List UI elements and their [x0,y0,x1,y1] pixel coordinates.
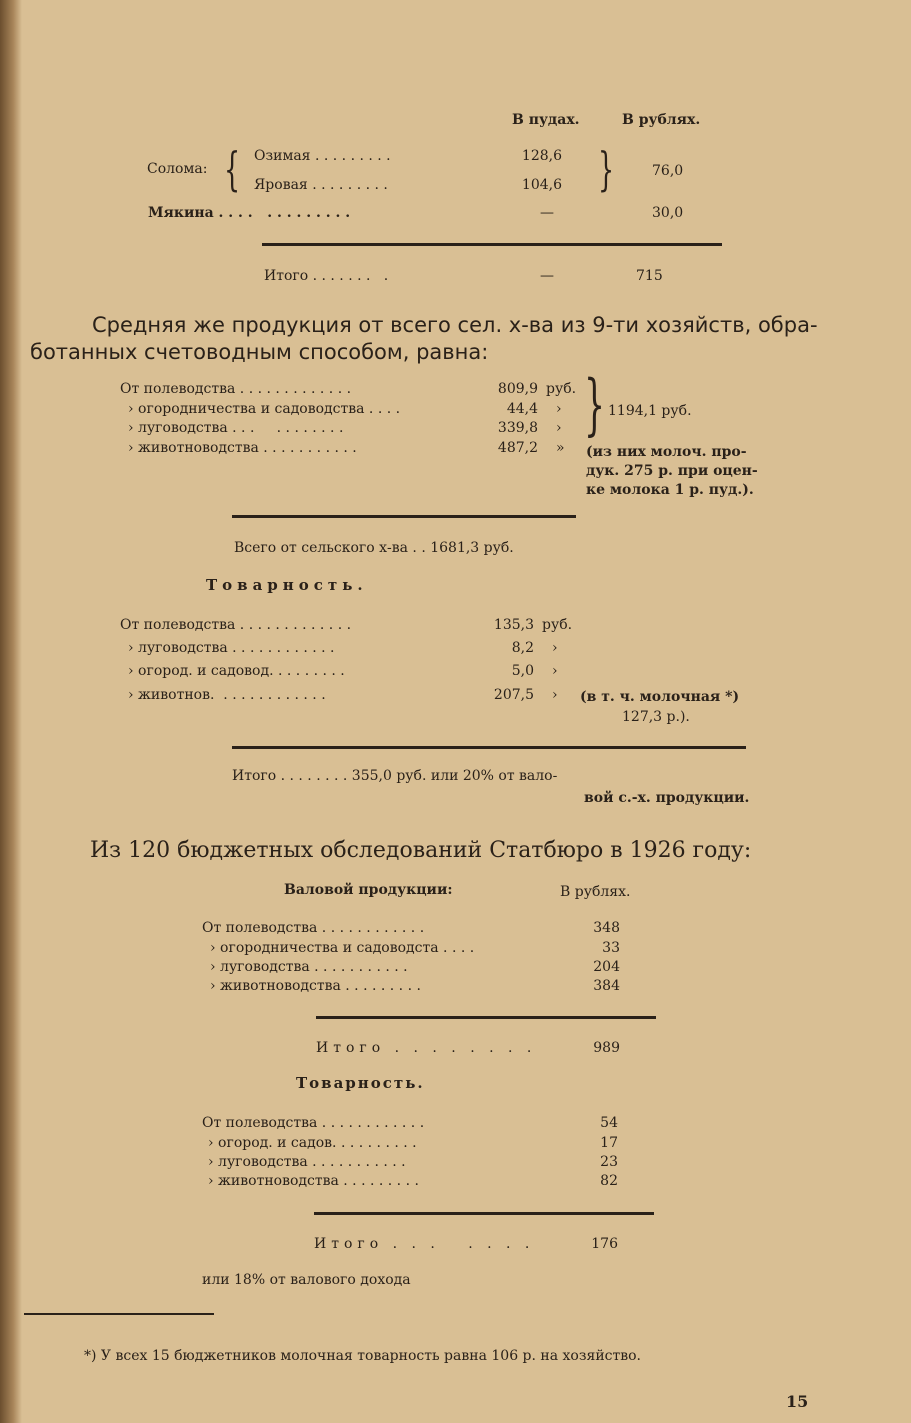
soloma-label: Солома: [147,161,208,177]
yarovaya-label: Яровая . . . . . . . . . [254,177,388,193]
tov-note-line: (в т. ч. молочная *) [580,689,740,705]
valovoy-row-label: От полеводства . . . . . . . . . . . . [202,920,425,936]
left-brace: { [224,142,241,196]
valovoy-row-label: › животноводства . . . . . . . . . [210,978,421,994]
percent-line: или 18% от валового дохода [202,1272,411,1288]
prod-row-value: 809,9 [497,381,538,397]
tov-row-label: › луговодства . . . . . . . . . . . . [128,640,335,656]
tov-row-label: › луговодства . . . . . . . . . . . [208,1154,406,1170]
page-number: 15 [786,1392,809,1411]
page-edge [0,0,22,1423]
itogo-label: Итого . . . . . . . [314,1236,535,1252]
tov-row-value: 8,2 [511,640,534,656]
itogo-rub: 715 [636,268,663,284]
tov-row-label: › огород. и садовод. . . . . . . . . [128,663,345,679]
note-line: ке молока 1 р. пуд.). [586,482,754,498]
tov-note-line: 127,3 р.). [622,709,690,725]
footnote-rule [24,1313,214,1315]
valovoy-row-value: 33 [602,940,620,956]
yarovaya-pud: 104,6 [521,177,562,193]
note-line: дук. 275 р. при оцен- [586,463,758,479]
tov-row-unit: › [552,663,558,679]
tov-row-value: 5,0 [511,663,534,679]
footnote: *) У всех 15 бюджетников молочная товарность равна 106 р. на хозяйство. [84,1348,642,1364]
tovarnost-title: Товарность. [296,1074,425,1092]
valovoy-row-label: › луговодства . . . . . . . . . . . [210,959,408,975]
itogo-value: 989 [593,1040,620,1056]
prod-row-unit: › [556,420,562,436]
prod-row-unit: руб. [546,381,577,397]
section-heading: Из 120 бюджетных обследований Статбюро в 1926 году: [90,838,752,863]
itogo-label: Итого . . . . . . . . 355,0 руб. или 20% от вало- [232,768,558,784]
valovoy-title: Валовой продукции: [284,882,453,898]
brace-total: 1194,1 руб. [608,403,692,419]
tovarnost-title: Товарность. [206,576,368,594]
tov-row-value: 82 [600,1173,618,1189]
valovoy-row-value: 204 [593,959,620,975]
prod-row-label: › животноводства . . . . . . . . . . . [128,440,357,456]
myakina-pud: — [540,205,554,221]
valovoy-row-value: 384 [593,978,620,994]
col-header-rub: В рублях. [560,884,631,900]
prod-row-value: 44,4 [506,401,538,417]
tov-row-value: 17 [600,1135,618,1151]
ozimaya-label: Озимая . . . . . . . . . [254,148,391,164]
itogo-label: Итого . . . . . . . . [264,268,389,284]
heading-line-2: ботанных счетоводным способом, равна: [30,340,489,364]
tov-row-label: › животнов. . . . . . . . . . . . . [128,687,326,703]
tov-row-label: От полеводства . . . . . . . . . . . . [202,1115,425,1131]
tov-row-value: 135,3 [493,617,534,633]
prod-row-value: 339,8 [497,420,538,436]
col-header-pud: В пудах. [512,112,580,128]
valovoy-row-label: › огородничества и садоводста . . . . [210,940,475,956]
myakina-label: Мякина . . . . . . . . . . . . . [148,205,351,221]
prod-row-value: 487,2 [497,440,538,456]
vsego-label: Всего от сельского х-ва . . 1681,3 руб. [234,540,514,556]
soloma-rub: 76,0 [652,163,684,179]
prod-row-unit: › [556,401,562,417]
itogo-line-2: вой с.-х. продукции. [584,790,750,806]
itogo-value: 176 [591,1236,618,1252]
tov-row-value: 207,5 [493,687,534,703]
itogo-label: Итого . . . . . . . . [316,1040,537,1056]
prod-row-label: От полеводства . . . . . . . . . . . . . [120,381,352,397]
divider-rule [232,515,576,518]
prod-row-label: › огородничества и садоводства . . . . [128,401,401,417]
col-header-rub: В рублях. [622,112,701,128]
itogo-pud: — [540,268,554,284]
right-brace: } [598,142,615,196]
heading-line-1: Средняя же продукция от всего сел. х-ва из 9-ти хозяйств, обра- [92,313,818,337]
prod-row-label: › луговодства . . . . . . . . . . . [128,420,344,436]
tov-row-label: › животноводства . . . . . . . . . [208,1173,419,1189]
divider-rule [232,746,746,749]
myakina-rub: 30,0 [652,205,684,221]
tov-row-value: 54 [600,1115,618,1131]
tov-row-unit: › [552,687,558,703]
note-line: (из них молоч. про- [586,444,747,460]
tov-row-unit: руб. [542,617,573,633]
divider-rule [314,1212,654,1215]
right-brace: } [584,366,605,443]
tov-row-label: От полеводства . . . . . . . . . . . . . [120,617,352,633]
divider-rule [262,243,722,246]
divider-rule [316,1016,656,1019]
tov-row-label: › огород. и садов. . . . . . . . . . [208,1135,417,1151]
tov-row-value: 23 [600,1154,618,1170]
valovoy-row-value: 348 [593,920,620,936]
prod-row-unit: » [556,440,565,456]
ozimaya-pud: 128,6 [521,148,562,164]
tov-row-unit: › [552,640,558,656]
